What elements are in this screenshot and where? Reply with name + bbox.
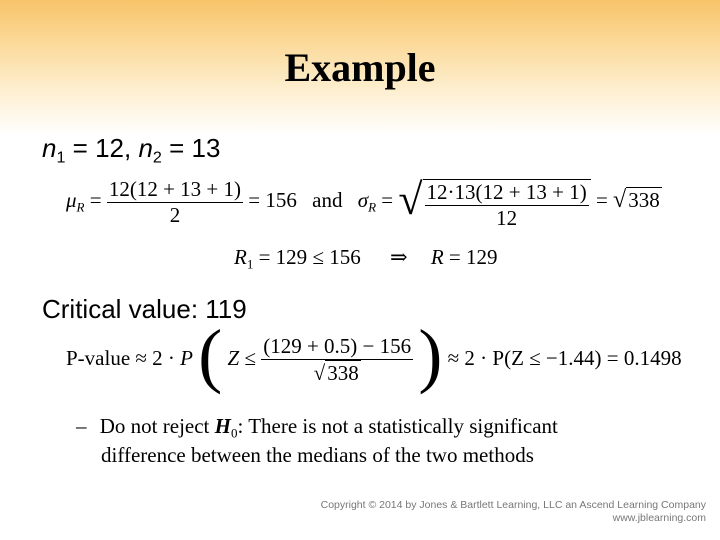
sd-sqrt [398,174,590,231]
p-value-formula [66,314,682,395]
website-text: www.jblearning.com [612,512,706,524]
mean-and-sd-formula: $\mu_R$ = $\frac{12(12 + 13 + 1)}{2}$ = 156 and $\sigma_R$ = √ $\frac{12\cdot 13(12 + 13 + 1)}{12}$ = √338 [66,175,660,230]
radical-sign-icon: √ [398,175,423,224]
conclusion-rest: : There is not a statistically significant [237,414,558,438]
r1-text: = 129 ≤ 156 [253,245,361,269]
left-paren-icon: ( [198,314,223,395]
copyright-text: Copyright © 2014 by Jones & Bartlett Learning, LLC an Ascend Learning Company [320,499,706,511]
n1-subscript: 1 [56,148,66,167]
le-sign: ≤ [239,345,262,370]
n2-symbol: n [138,133,153,163]
r1-symbol: R [234,245,247,269]
sigma-symbol: σ [357,188,369,213]
n1-equals: = 12, [65,133,139,163]
mean-numerator: 12(12 + 13 + 1) [108,176,242,201]
copyright-footer [321,499,706,525]
mu-subscript: R [76,199,85,215]
n2-equals: = 13 [161,133,221,163]
mean-result: = 156 [248,188,297,213]
implies-icon: ⇒ [389,245,408,269]
sigma-subscript: R [368,199,377,215]
mean-denominator: 2 [107,202,243,228]
sd-result: 338 [628,188,660,213]
z-numerator: (129 + 0.5) − 156 [263,334,412,358]
sqrt-icon: √ [313,361,326,385]
and-text: and [312,188,343,213]
z-fraction [261,334,413,386]
p-value-rest: ≈ 2 · P(Z ≤ −1.44) = 0.1498 [447,345,682,370]
conclusion-line-2: difference between the medians of the two methods [101,443,534,467]
rank-sum-line [234,245,498,273]
conclusion-line-1 [76,414,558,442]
dash-bullet: – [76,414,87,438]
mean-fraction [107,177,243,228]
n2-subscript: 2 [152,148,162,167]
sd-denominator: 12 [425,205,589,231]
mu-symbol: μ [66,188,77,213]
p-symbol: P [180,345,193,370]
r-text: = 129 [443,245,498,269]
n1-symbol: n [42,133,57,163]
conclusion-prefix: Do not reject [99,414,215,438]
z-symbol: Z [227,345,240,370]
h-subscript: 0 [230,425,238,441]
r-symbol: R [430,245,444,269]
p-value-label: P-value ≈ 2 · [66,345,181,370]
right-paren-icon: ) [418,314,443,395]
z-denominator: √338 [261,359,413,386]
h-symbol: H [214,414,231,438]
r1-subscript: 1 [246,256,254,272]
slide-title: Example [284,45,436,90]
sd-numerator: 12·13(12 + 13 + 1) [426,179,587,204]
sample-sizes [42,133,220,168]
sd-fraction [425,180,589,231]
sqrt-result-icon: √ [613,187,627,214]
critical-value: Critical value: 119 [42,294,247,324]
